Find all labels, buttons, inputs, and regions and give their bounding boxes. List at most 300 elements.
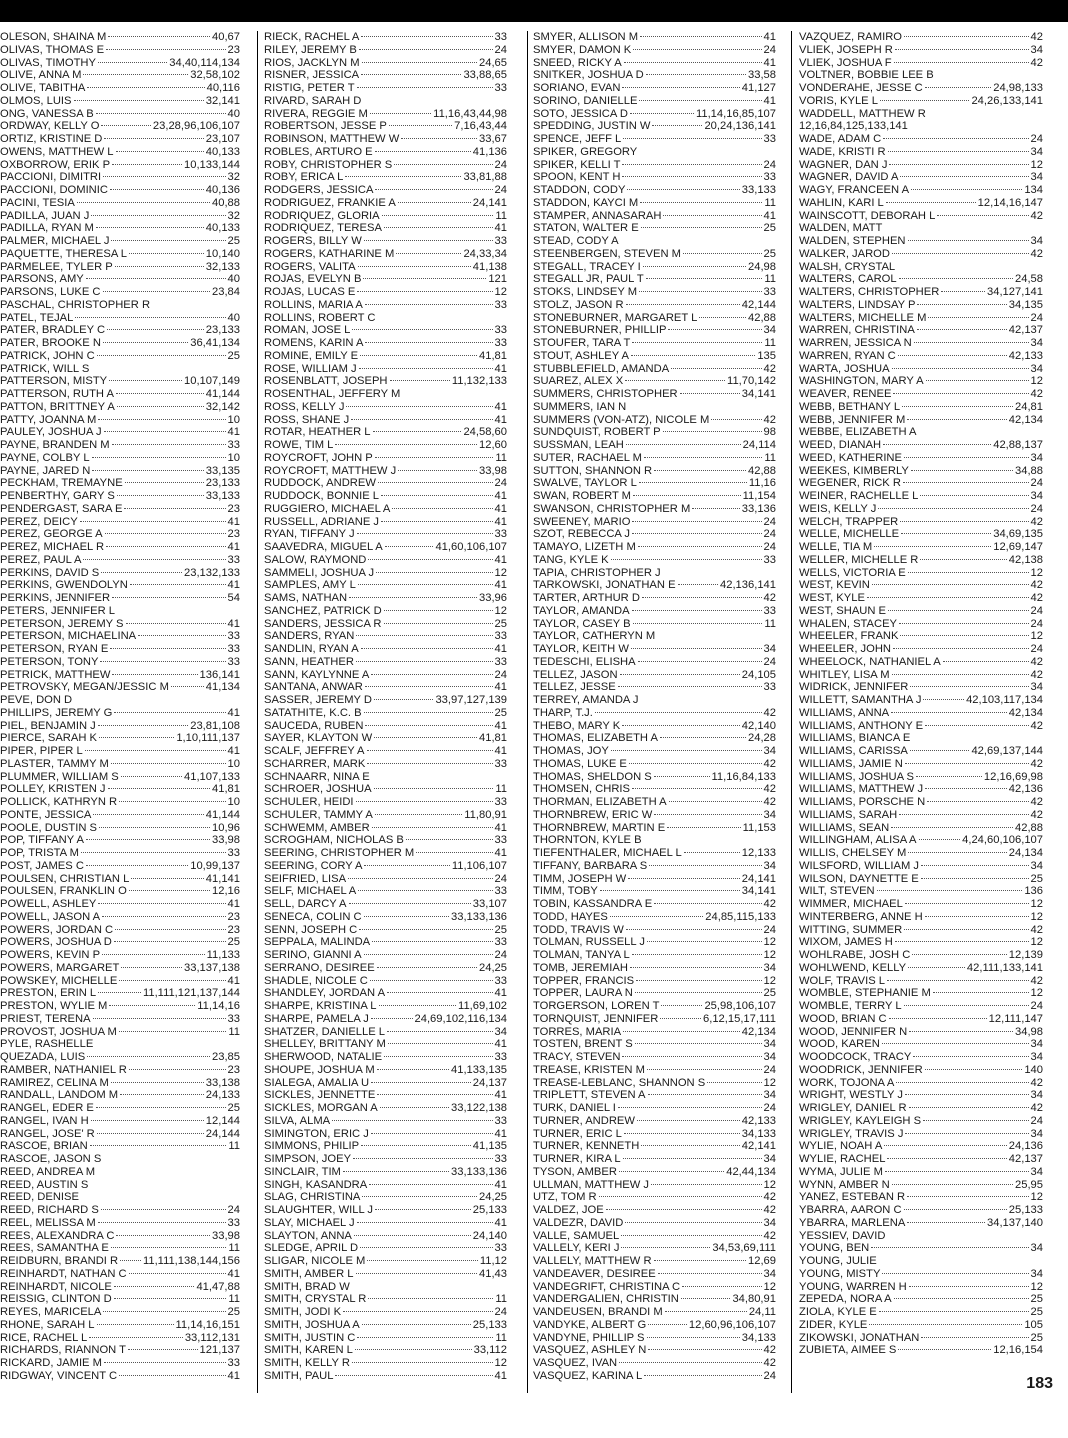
index-entry: [533, 1357, 776, 1370]
entry-pages: 11: [764, 617, 776, 630]
dot-leader: [371, 1017, 413, 1019]
dot-leader: [375, 456, 494, 458]
entry-pages: 11: [764, 273, 776, 286]
index-entry: [264, 822, 507, 835]
entry-name: POWELL, JASON A: [0, 910, 101, 923]
index-entry: [533, 388, 776, 401]
entry-pages: 12: [763, 949, 776, 961]
index-entry: [799, 95, 1043, 108]
entry-name: WAINSCOTT, DEBORAH L: [799, 209, 936, 222]
entry-pages: 41: [227, 541, 240, 553]
dot-leader: [98, 1221, 226, 1223]
entry-pages: 42: [1030, 592, 1043, 604]
entry-name: WOOD, JENNIFER N: [799, 1025, 908, 1038]
entry-name: SCROGHAM, NICHOLAS B: [264, 834, 404, 847]
dot-leader: [105, 532, 226, 534]
dot-leader: [357, 1221, 493, 1223]
entry-pages: 24: [1030, 643, 1043, 655]
index-entry: [264, 426, 507, 439]
entry-pages: 42: [1030, 247, 1043, 260]
dot-leader: [680, 392, 740, 394]
index-entry: [533, 299, 776, 312]
index-entry: [799, 439, 1043, 452]
entry-name: WALSH, CRYSTAL: [799, 260, 896, 273]
dot-leader: [639, 151, 774, 152]
entry-pages: 25: [227, 235, 240, 247]
index-entry: [533, 363, 776, 376]
entry-name: PIERCE, SARAH K: [0, 732, 97, 745]
dot-leader: [914, 341, 1029, 343]
dot-leader: [895, 48, 1029, 50]
dot-leader: [943, 660, 1029, 662]
index-entry: [533, 541, 776, 554]
index-entry: [799, 1000, 1043, 1013]
index-entry: [799, 1217, 1043, 1230]
entry-name: STONEBURNER, MARGARET L: [533, 311, 698, 324]
entry-pages: 34: [1030, 1127, 1043, 1140]
dot-leader: [129, 889, 210, 891]
entry-pages: 40,116: [206, 82, 240, 94]
dot-leader: [74, 699, 238, 700]
index-entry: [0, 630, 240, 643]
index-entry: [533, 949, 776, 962]
dot-leader: [647, 940, 762, 942]
entry-pages: 33,136: [741, 502, 776, 515]
entry-name: TURNER, ANDREW: [533, 1114, 635, 1127]
entry-pages: 11: [764, 451, 776, 464]
index-entry: [264, 1166, 507, 1179]
dot-leader: [625, 1221, 761, 1223]
entry-name: PENDERGAST, SARA E: [0, 502, 123, 515]
dot-leader: [644, 456, 762, 458]
index-entry: [0, 350, 240, 363]
index-entry: [0, 1128, 240, 1141]
entry-pages: 25: [227, 1102, 240, 1114]
dot-leader: [98, 902, 225, 904]
entry-pages: 25: [227, 936, 240, 949]
entry-name: SORIANO, EVAN: [533, 82, 621, 94]
dot-leader: [904, 35, 1029, 37]
dot-leader: [899, 622, 1029, 624]
entry-pages: 42,88: [748, 311, 776, 324]
dot-leader: [103, 341, 188, 343]
entry-pages: 23: [227, 43, 240, 56]
entry-name: TRACY, STEVEN: [533, 1051, 621, 1063]
index-entry: [264, 771, 507, 784]
entry-name: SUSSMAN, LEAH: [533, 439, 624, 451]
entry-name: SMITH, AMBER L: [264, 1267, 354, 1280]
entry-pages: 41: [494, 362, 507, 375]
entry-name: OLIVAS, THOMAS E: [0, 43, 105, 56]
entry-pages: 24: [763, 1369, 776, 1382]
entry-name: TRIPLETT, STEVEN A: [533, 1089, 646, 1102]
dot-leader: [335, 1374, 492, 1376]
index-entry: [0, 490, 240, 503]
dot-leader: [115, 265, 204, 267]
entry-name: TAPIA, CHRISTOPHER J: [533, 566, 661, 579]
entry-name: ROLLINS, MARIA A: [264, 298, 363, 311]
index-entry: [799, 618, 1043, 631]
dot-leader: [372, 940, 492, 942]
entry-name: SERINO, GIANNI A: [264, 949, 362, 961]
dot-leader: [91, 1119, 204, 1121]
entry-pages: 41,43: [479, 1267, 507, 1280]
index-entry: [799, 350, 1043, 363]
entry-pages: 12: [1030, 158, 1043, 171]
entry-pages: 41: [227, 579, 240, 592]
entry-name: ROLLINS, ROBERT C: [264, 311, 376, 324]
index-entry: [0, 1281, 240, 1294]
entry-pages: 24: [763, 43, 776, 56]
entry-name: YOUNG, MISTY: [799, 1267, 881, 1280]
entry-name: WILLIAMS, BIANCA E: [799, 732, 911, 745]
dot-leader: [117, 610, 238, 611]
entry-name: RASCOE, BRIAN: [0, 1140, 88, 1153]
dot-leader: [364, 953, 493, 955]
dot-leader: [352, 1286, 505, 1287]
entry-name: WYLIE, NOAH A: [799, 1140, 883, 1153]
dot-leader: [599, 1195, 762, 1197]
index-entry: [0, 541, 240, 554]
entry-pages: 23: [227, 502, 240, 515]
index-entry: [0, 1140, 240, 1153]
dot-leader: [152, 304, 238, 305]
dot-leader: [632, 787, 762, 789]
entry-name: ZEPEDA, NORA A: [799, 1293, 892, 1306]
entry-name: ROBY, ERICA L: [264, 171, 344, 184]
entry-name: WOHLWEND, KELLY: [799, 961, 907, 974]
index-entry: [264, 133, 507, 146]
index-entry: [799, 324, 1043, 337]
entry-pages: 23,133: [205, 477, 240, 490]
index-entry: [0, 1255, 240, 1268]
entry-pages: 34: [763, 859, 776, 872]
entry-pages: 24,65: [479, 56, 507, 69]
dot-leader: [910, 685, 1028, 687]
index-entry: [799, 860, 1043, 873]
entry-name: POULSEN, CHRISTIAN L: [0, 872, 130, 885]
index-entry: [264, 1293, 507, 1306]
entry-name: VASQUEZ, IVAN: [533, 1357, 618, 1369]
index-entry: [0, 299, 240, 312]
entry-pages: 41: [494, 222, 507, 235]
entry-name: WILLIAMS, PORSCHE N: [799, 796, 926, 808]
entry-name: RHONE, SARAH L: [0, 1318, 95, 1331]
index-entry: [0, 707, 240, 720]
dot-leader: [121, 966, 182, 968]
dot-leader: [624, 61, 762, 63]
entry-pages: 41,81: [479, 732, 507, 745]
entry-name: SHELLEY, BRITTANY M: [264, 1038, 386, 1051]
dot-leader: [375, 188, 492, 190]
dot-leader: [381, 494, 493, 496]
entry-name: STADDON, CODY: [533, 184, 626, 196]
index-entry: [0, 1191, 240, 1204]
dot-leader: [633, 494, 741, 496]
dot-leader: [893, 647, 1029, 649]
entry-name: PACCIONI, DOMINIC: [0, 184, 108, 196]
entry-pages: 41: [494, 745, 507, 757]
entry-pages: 41: [763, 56, 776, 69]
entry-pages: 41: [227, 617, 240, 630]
dot-leader: [81, 1196, 238, 1197]
dot-leader: [116, 392, 204, 394]
entry-name: REYES, MARICELA: [0, 1306, 102, 1318]
dot-leader: [654, 775, 710, 777]
entry-name: ROMINE, EMILY E: [264, 349, 359, 362]
entry-pages: 23,81,108: [190, 719, 240, 732]
entry-name: TARTER, ARTHUR D: [533, 592, 640, 604]
dot-leader: [387, 1030, 493, 1032]
entry-name: SPENCE, JEFF L: [533, 133, 622, 145]
dot-leader: [669, 800, 762, 802]
dot-leader: [99, 826, 210, 828]
index-entry: [799, 681, 1043, 694]
entry-name: TORRES, MARIA: [533, 1025, 622, 1038]
index-entry: [533, 1140, 776, 1153]
entry-pages: 42: [1030, 808, 1043, 821]
dot-leader: [635, 991, 762, 993]
dot-leader: [647, 1336, 740, 1338]
entry-pages: 42: [763, 1344, 776, 1357]
entry-pages: 42,88: [1015, 821, 1043, 834]
entry-pages: 41: [494, 1369, 507, 1382]
index-entry: [264, 197, 507, 210]
entry-name: WOOD, KAREN: [799, 1038, 880, 1051]
index-entry: [0, 248, 240, 261]
index-entry: [0, 1102, 240, 1115]
entry-pages: 24: [763, 158, 776, 171]
entry-name: RANGEL, IVAN H: [0, 1114, 89, 1127]
dot-leader: [114, 1297, 227, 1299]
entry-pages: 24,85,115,133: [705, 910, 776, 923]
entry-pages: 105: [1024, 1318, 1043, 1331]
entry-pages: 34,141: [741, 885, 776, 898]
dot-leader: [877, 889, 1023, 891]
dot-leader: [904, 1004, 1029, 1006]
entry-pages: 33,112,131: [184, 1331, 240, 1344]
index-entry: [799, 465, 1043, 478]
index-entry: [533, 235, 776, 248]
entry-name: PETERSON, RYAN E: [0, 643, 109, 655]
index-entry: [0, 656, 240, 669]
dot-leader: [895, 940, 1029, 942]
index-entry: [533, 834, 776, 847]
entry-pages: 33: [494, 1242, 507, 1255]
entry-pages: 11: [228, 1242, 240, 1255]
entry-name: SMITH, PAUL: [264, 1369, 334, 1382]
entry-pages: 41: [494, 502, 507, 515]
entry-name: STUBBLEFIELD, AMANDA: [533, 362, 670, 375]
entry-pages: 41,60,106,107: [435, 541, 507, 553]
dot-leader: [83, 558, 225, 560]
entry-name: WEED, KATHERINE: [799, 451, 902, 464]
entry-pages: 41: [227, 1369, 240, 1382]
entry-pages: 33,107: [472, 898, 507, 910]
dot-leader: [884, 227, 1041, 228]
dot-leader: [898, 354, 1007, 356]
entry-pages: 34: [1030, 681, 1043, 694]
entry-pages: 12: [1030, 898, 1043, 910]
index-entry: [799, 44, 1043, 57]
index-entry: [0, 1293, 240, 1306]
dot-leader: [394, 163, 492, 165]
entry-name: PRESTON, WYLIE M: [0, 1000, 108, 1012]
entry-pages: 41: [227, 898, 240, 910]
dot-leader: [364, 864, 449, 866]
dot-leader: [892, 367, 1029, 369]
dot-leader: [867, 596, 1029, 598]
dot-leader: [908, 571, 1029, 573]
index-entry: [799, 1179, 1043, 1192]
dot-leader: [630, 966, 762, 968]
entry-pages: 12: [763, 1076, 776, 1089]
dot-leader: [632, 341, 762, 343]
entry-pages: 24: [494, 949, 507, 961]
index-entry: [799, 31, 1043, 44]
dot-leader: [129, 252, 204, 254]
entry-name: THORNBREW, ERIC W: [533, 808, 653, 821]
dot-leader: [911, 188, 1022, 190]
index-entry: [533, 567, 776, 580]
dot-leader: [637, 1119, 740, 1121]
entry-pages: 41,134: [205, 681, 240, 694]
dot-leader: [129, 1068, 226, 1070]
dot-leader: [909, 1106, 1029, 1108]
dot-leader: [909, 1285, 1029, 1287]
entry-pages: 33,98: [212, 1229, 240, 1242]
entry-name: RUDDOCK, ANDREW: [264, 477, 376, 490]
entry-pages: 11,111,138,144,156: [142, 1255, 240, 1267]
entry-name: TURNER, KENNETH: [533, 1140, 640, 1153]
entry-name: SLAG, CHRISTINA: [264, 1191, 361, 1204]
dot-leader: [648, 1348, 761, 1350]
entry-pages: 33: [227, 655, 240, 668]
entry-pages: 41: [227, 974, 240, 987]
dot-leader: [899, 277, 1013, 279]
entry-name: SUMMERS (VON-ATZ), NICOLE M: [533, 413, 710, 426]
index-entry: [264, 541, 507, 554]
index-entry: [533, 1255, 776, 1268]
dot-leader: [369, 1183, 492, 1185]
dot-leader: [660, 1017, 701, 1019]
entry-pages: 42,44,134: [726, 1165, 776, 1178]
entry-pages: 24,133: [205, 1089, 240, 1102]
dot-leader: [115, 928, 225, 930]
index-entry: [533, 987, 776, 1000]
entry-pages: 40: [227, 273, 240, 286]
entry-pages: 42: [1030, 923, 1043, 936]
index-entry: [533, 669, 776, 682]
index-entry: [533, 847, 776, 860]
entry-name: ROSE, WILLIAM J: [264, 362, 357, 375]
entry-pages: 23,28,96,106,107: [152, 120, 240, 133]
index-entry: [799, 184, 1043, 197]
entry-name: RISTIG, PETER T: [264, 82, 355, 94]
dot-leader: [364, 711, 493, 713]
entry-name: OLMOS, LUIS: [0, 94, 72, 107]
dot-leader: [925, 787, 1007, 789]
dot-leader: [883, 137, 1028, 139]
index-entry: [533, 911, 776, 924]
entry-pages: 34,137,140: [987, 1216, 1043, 1229]
entry-pages: 25: [763, 247, 776, 260]
entry-pages: 33,133,136: [451, 1165, 507, 1178]
entry-name: WALTERS, CHRISTOPHER: [799, 286, 940, 298]
index-entry: [533, 426, 776, 439]
entry-pages: 41: [763, 31, 776, 43]
entry-name: STEGALL, TRACEY I: [533, 260, 641, 273]
entry-name: VALLELY, KERI J: [533, 1242, 620, 1255]
dot-leader: [668, 328, 761, 330]
entry-name: SUMMERS, IAN N: [533, 400, 627, 413]
index-entry: [264, 579, 507, 592]
dot-leader: [112, 443, 226, 445]
dot-leader: [871, 1246, 1028, 1248]
dot-leader: [98, 418, 225, 420]
entry-pages: 25: [763, 987, 776, 1000]
entry-name: TODD, TRAVIS W: [533, 923, 624, 936]
index-column-1: [0, 31, 240, 1383]
index-entry: [264, 452, 507, 465]
index-entry: [533, 82, 776, 95]
dot-leader: [684, 851, 740, 853]
entry-pages: 41,107,133: [184, 770, 240, 783]
entry-name: TERREY, AMANDA J: [533, 694, 639, 706]
dot-leader: [86, 864, 188, 866]
entry-name: WEBB, BETHANY L: [799, 400, 901, 413]
index-entry: [533, 1102, 776, 1115]
dot-leader: [360, 354, 477, 356]
entry-name: VLIEK, JOSHUA F: [799, 56, 892, 69]
entry-name: WEIS, KELLY J: [799, 502, 877, 515]
entry-name: WALTERS, MICHELLE M: [799, 311, 927, 324]
entry-name: SAMMELI, JOSHUA J: [264, 566, 375, 579]
entry-name: ROYCROFT, MATTHEW J: [264, 464, 397, 477]
entry-name: SHERWOOD, NATALIE: [264, 1051, 383, 1063]
entry-name: STATON, WALTER E: [533, 222, 639, 235]
entry-name: WYLIE, RACHEL: [799, 1153, 886, 1165]
entry-pages: 42: [1030, 56, 1043, 69]
index-entry: [799, 745, 1043, 758]
index-entry: [0, 146, 240, 159]
entry-pages: 34: [763, 324, 776, 337]
entry-pages: 42: [1030, 1102, 1043, 1114]
entry-name: RUSSELL, ADRIANE J: [264, 515, 380, 528]
entry-pages: 11: [228, 1293, 240, 1306]
index-entry: [799, 1268, 1043, 1281]
index-entry: [799, 426, 1043, 439]
entry-name: WEED, DIANAH: [799, 439, 882, 451]
entry-name: RUGGIERO, MICHAEL A: [264, 502, 391, 515]
dot-leader: [640, 35, 761, 37]
entry-pages: 41: [494, 681, 507, 694]
dot-leader: [103, 1158, 238, 1159]
index-entry: [799, 885, 1043, 898]
dot-leader: [626, 928, 762, 930]
dot-leader: [121, 775, 182, 777]
entry-pages: 42: [763, 898, 776, 910]
index-entry: [533, 1204, 776, 1217]
entry-pages: 34: [763, 643, 776, 655]
entry-name: SMITH, JUSTIN C: [264, 1331, 356, 1344]
dot-leader: [364, 915, 449, 917]
index-entry: [0, 426, 240, 439]
dot-leader: [371, 1132, 493, 1134]
dot-leader: [892, 252, 1029, 254]
index-entry: [264, 465, 507, 478]
dot-leader: [362, 1323, 471, 1325]
